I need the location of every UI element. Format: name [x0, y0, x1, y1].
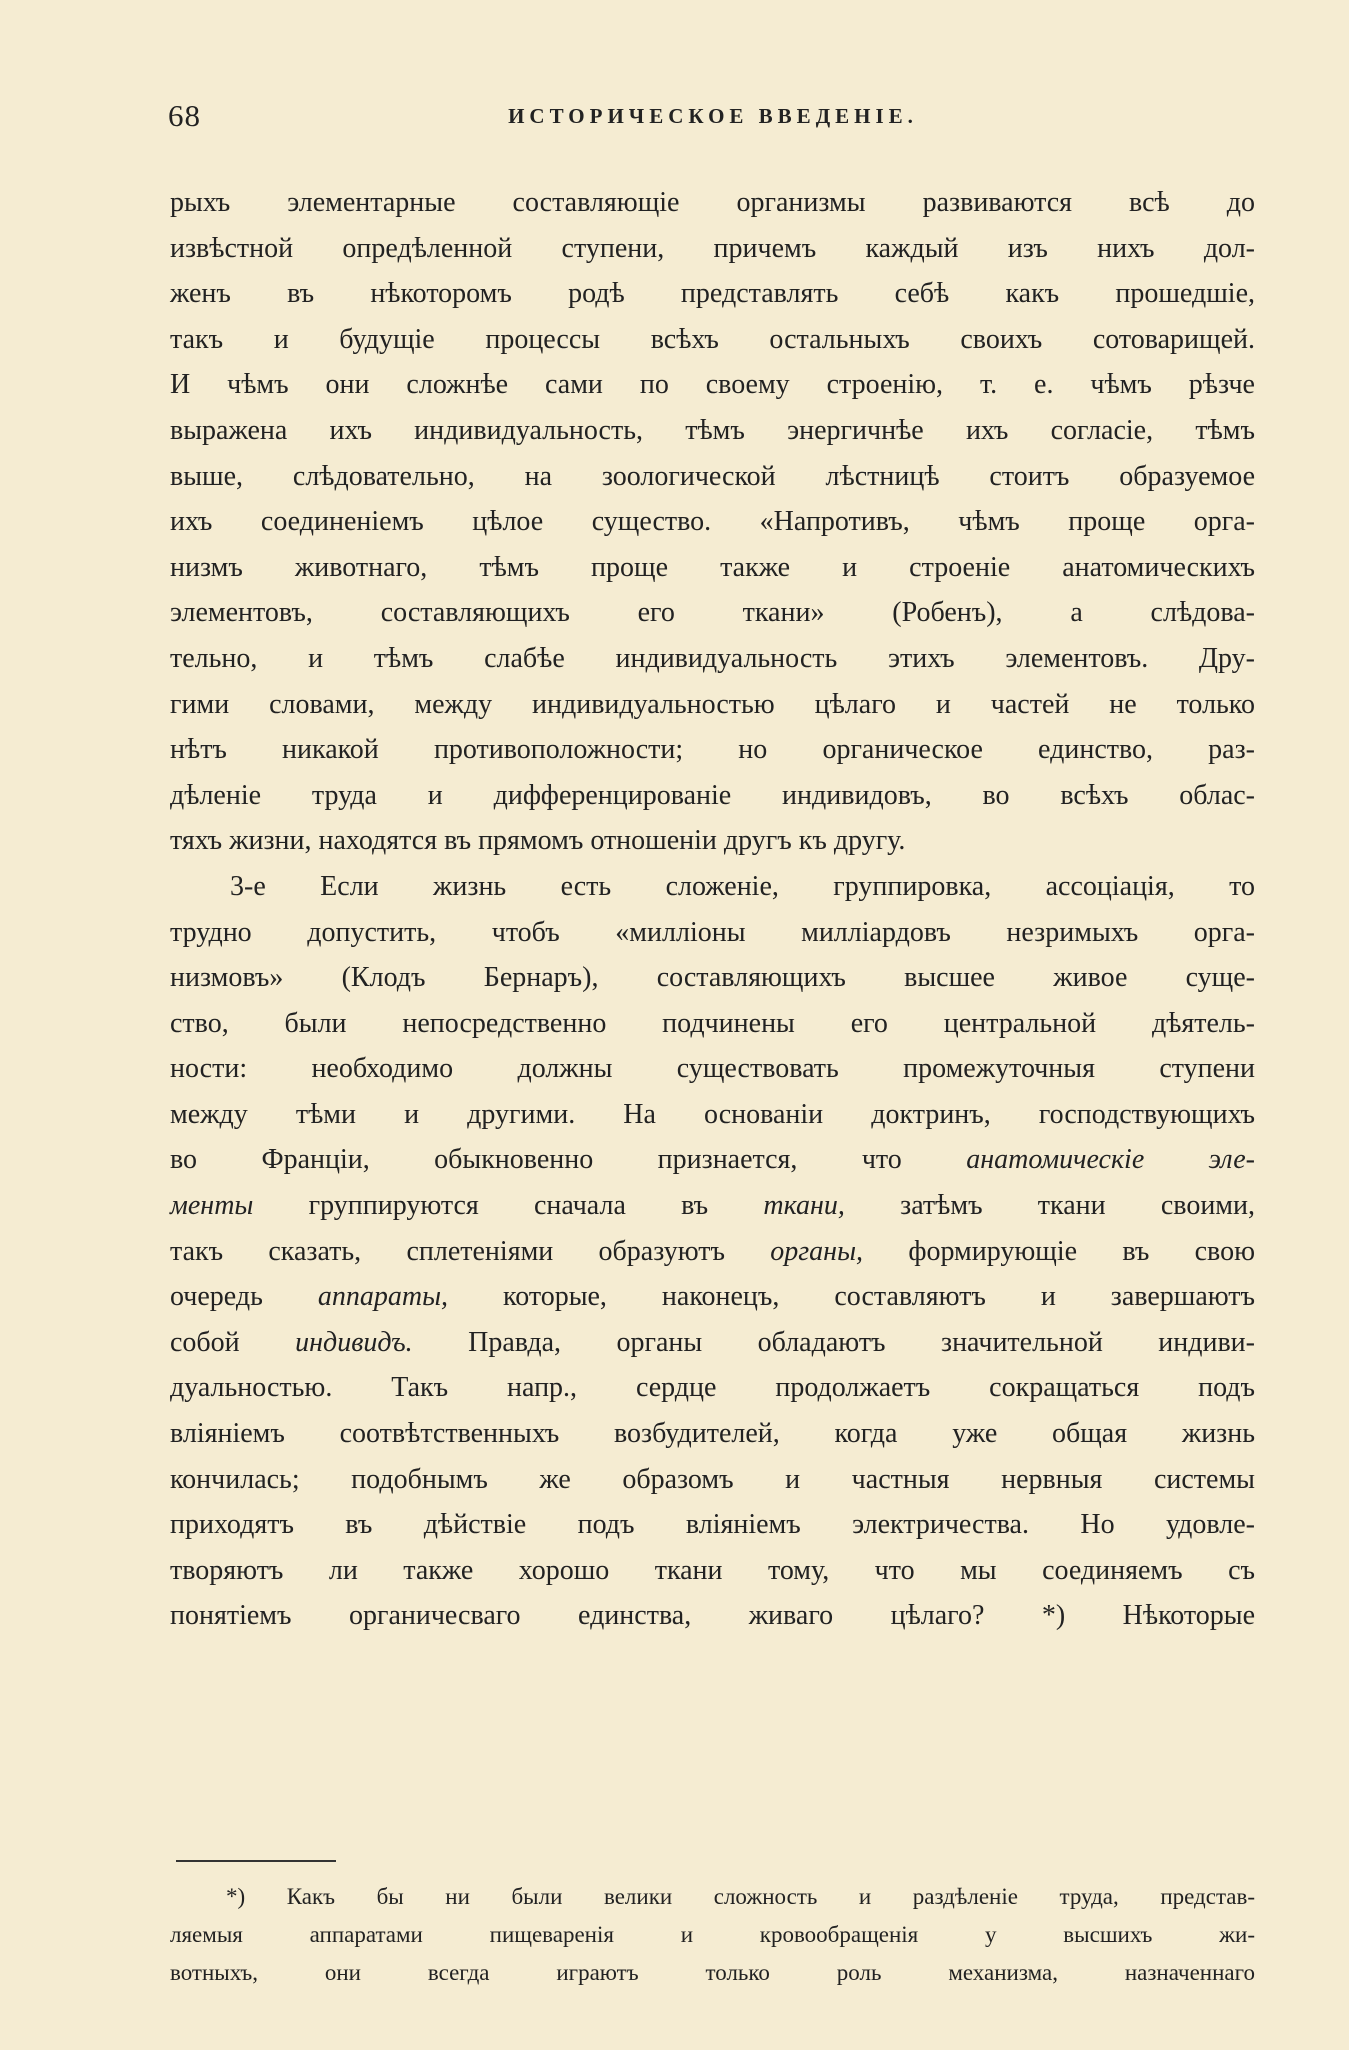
text-line: творяютъ ли также хорошо ткани тому, что мы соединяемъ съ [170, 1554, 1255, 1586]
footnote-line: *) Какъ бы ни были велики сложность и раздѣленіе труда, представ- [226, 1884, 1255, 1909]
text-line: извѣстной опредѣленной ступени, причемъ каждый изъ нихъ дол- [170, 232, 1255, 264]
text-line: тельно, и тѣмъ слабѣе индивидуальность этихъ элементовъ. Дру- [170, 642, 1255, 674]
text-line: трудно допустить, чтобъ «милліоны милліардовъ незримыхъ орга- [170, 916, 1255, 948]
text-run: очередь [170, 1281, 263, 1313]
text-line: дуальностью. Такъ напр., сердце продолжаетъ сокращаться подъ [170, 1372, 1255, 1404]
text-line: ихъ соединеніемъ цѣлое существо. «Напротивъ, чѣмъ проще орга- [170, 506, 1255, 538]
body-text [170, 180, 1255, 1639]
text-line: такъ и будущіе процессы всѣхъ остальныхъ своихъ сотоварищей. [170, 323, 1255, 355]
text-run: которые, наконецъ, составляютъ и завершаютъ [503, 1281, 1256, 1313]
italic-term: анатомическіе эле- [966, 1144, 1255, 1176]
italic-term: аппараты, [317, 1281, 449, 1313]
text-line: выше, слѣдовательно, на зоологической лѣстницѣ стоитъ образуемое [170, 460, 1255, 492]
text-run: формирующіе въ свою [908, 1235, 1255, 1267]
page-number: 68 [168, 98, 201, 133]
text-line: 3-е Если жизнь есть сложеніе, группировка, ассоціація, то [230, 870, 1255, 902]
text-line: низмовъ» (Клодъ Бернаръ), составляющихъ высшее живое суще- [170, 962, 1255, 994]
text-line: выражена ихъ индивидуальность, тѣмъ энергичнѣе ихъ согласіе, тѣмъ [170, 414, 1255, 446]
running-head: ИСТОРИЧЕСКОЕ ВВЕДЕНІЕ. [508, 104, 918, 128]
italic-term: индивидъ. [295, 1326, 413, 1358]
footnote-line: вотныхъ, они всегда играютъ только роль механизма, назначеннаго [170, 1960, 1255, 1985]
text-run: собой [170, 1326, 240, 1358]
text-line: вліяніемъ соотвѣтственныхъ возбудителей, когда уже общая жизнь [170, 1418, 1255, 1450]
text-run: такъ сказать, сплетеніями образуютъ [170, 1235, 725, 1267]
text-line: приходятъ въ дѣйствіе подъ вліяніемъ электричества. Но удовле- [170, 1509, 1255, 1541]
italic-term: ткани, [763, 1190, 845, 1222]
text-line: понятіемъ органичесваго единства, живаго цѣлаго? *) Нѣкоторые [170, 1600, 1255, 1632]
text-line-mixed [170, 1274, 1255, 1320]
text-line: элементовъ, составляющихъ его ткани» (Робенъ), а слѣдова- [170, 597, 1255, 629]
page-header [168, 98, 1258, 138]
text-line: нѣтъ никакой противоположности; но органическое единство, раз- [170, 734, 1255, 766]
text-run: группируются сначала въ [308, 1190, 709, 1222]
text-line: дѣленіе труда и дифференцированіе индивидовъ, во всѣхъ облас- [170, 779, 1255, 811]
text-line: между тѣми и другими. На основаніи доктринъ, господствующихъ [170, 1098, 1255, 1130]
text-run: затѣмъ ткани своими, [900, 1190, 1256, 1222]
text-line-mixed [170, 1137, 1255, 1183]
text-line: низмъ животнаго, тѣмъ проще также и строеніе анатомическихъ [170, 551, 1255, 583]
text-line: тяхъ жизни, находятся въ прямомъ отношеніи другъ къ другу. [170, 825, 906, 857]
text-line: кончилась; подобнымъ же образомъ и частныя нервныя системы [170, 1463, 1255, 1495]
italic-term: менты [170, 1190, 254, 1222]
text-line: ности: необходимо должны существовать промежуточныя ступени [170, 1053, 1255, 1085]
text-run: во Франціи, обыкновенно признается, что [170, 1144, 902, 1176]
text-line: И чѣмъ они сложнѣе сами по своему строенію, т. е. чѣмъ рѣзче [170, 369, 1255, 401]
text-line: ство, были непосредственно подчинены его центральной дѣятель- [170, 1007, 1255, 1039]
footnote [170, 1878, 1255, 1992]
footnote-line: ляемыя аппаратами пищеваренія и кровообращенія у высшихъ жи- [170, 1922, 1255, 1947]
text-line: гими словами, между индивидуальностью цѣлаго и частей не только [170, 688, 1255, 720]
text-line: женъ въ нѣкоторомъ родѣ представлять себѣ какъ прошедшіе, [170, 278, 1255, 310]
text-line-mixed [170, 1229, 1255, 1275]
italic-term: органы, [770, 1235, 864, 1267]
text-line-mixed [170, 1320, 1255, 1366]
footnote-rule [176, 1860, 336, 1862]
text-line: рыхъ элементарные составляющіе организмы развиваются всѣ до [170, 187, 1255, 218]
text-run: Правда, органы обладаютъ значительной индиви- [468, 1326, 1255, 1358]
text-line-mixed [170, 1183, 1255, 1229]
